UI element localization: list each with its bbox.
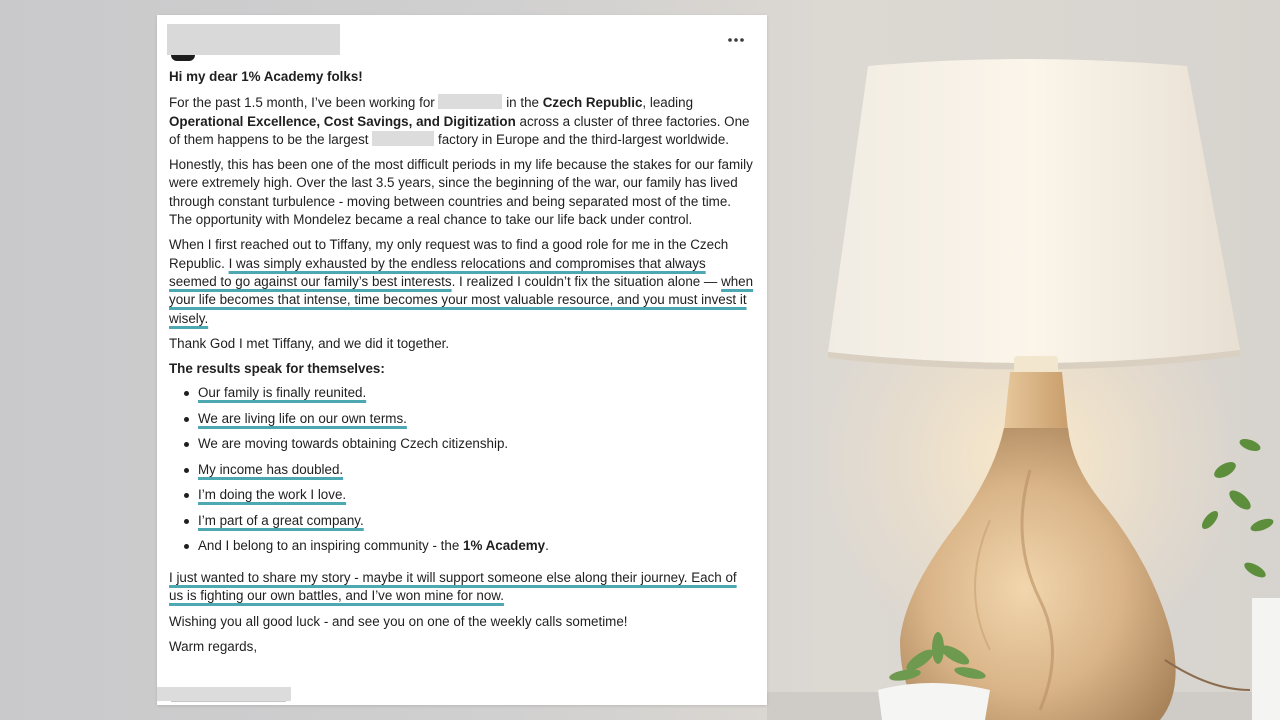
list-item: We are moving towards obtaining Czech citizenship. [169, 435, 754, 461]
paragraph-intro: For the past 1.5 month, I’ve been working for in the Czech Republic, leading Operational Excellence, Cost Savings, and Digitization across a cluster of three factories. One of them happens to be the largest factory in Europe and the third-largest worldwide. [169, 95, 750, 147]
author-name-redacted[interactable] [167, 24, 340, 55]
post-header [157, 15, 767, 70]
more-options-button[interactable] [723, 29, 749, 51]
post-text [169, 68, 754, 663]
list-item: I’m doing the work I love. [169, 486, 754, 512]
results-heading: The results speak for themselves: [169, 361, 385, 377]
paragraph-thanks: Thank God I met Tiffany, and we did it together. [169, 335, 450, 351]
product-redacted [372, 131, 434, 146]
plant-pot [878, 683, 990, 720]
lamp-shade [828, 59, 1240, 363]
post-card [157, 15, 767, 705]
greeting: Hi my dear 1% Academy folks! [169, 69, 363, 84]
highlighted-text: when your life becomes that intense, time becomes your most valuable resource, and you must invest it wisely. [169, 273, 754, 326]
signature-redacted [157, 687, 291, 701]
right-plant [1199, 437, 1275, 581]
more-horizontal-icon [728, 38, 744, 42]
paragraph-background: Honestly, this has been one of the most difficult periods in my life because the stakes for our family were extremely high. Over the last 3.5 years, since the beginning of the war, our family has lived through constant turbulence - moving between countries and being separated most of the time. The opportunity with Mondelez became a real chance to take our life back under control. [169, 157, 753, 228]
paragraph-tiffany: When I first reached out to Tiffany, my only request was to find a good role for me in the Czech Republic. I was simply exhausted by the endless relocations and compromises that always seemed to go against our family’s best interests. I realized I couldn’t fix the situation alone — when your life becomes that intense, time becomes your most valuable resource, and you must invest it wisely. [169, 237, 754, 326]
list-item: And I belong to an inspiring community - the 1% Academy. [169, 537, 754, 563]
paragraph-wishes: Wishing you all good luck - and see you on one of the weekly calls sometime! [169, 613, 628, 629]
highlighted-text: I was simply exhausted by the endless relocations and compromises that always seemed to go against our family’s best interests [169, 255, 706, 289]
list-item: Our family is finally reunited. [169, 384, 754, 410]
closing: Warm regards, [169, 638, 258, 654]
list-item: My income has doubled. [169, 461, 754, 487]
avatar[interactable] [171, 55, 195, 61]
paragraph-share: I just wanted to share my story - maybe it will support someone else along their journey. Each of us is fighting our own battles, and I’ve won mine for now. [169, 569, 737, 604]
employer-redacted [438, 94, 502, 109]
results-list [169, 384, 754, 563]
lamp-base [900, 428, 1176, 720]
list-item: I’m part of a great company. [169, 512, 754, 538]
list-item: We are living life on our own terms. [169, 410, 754, 436]
